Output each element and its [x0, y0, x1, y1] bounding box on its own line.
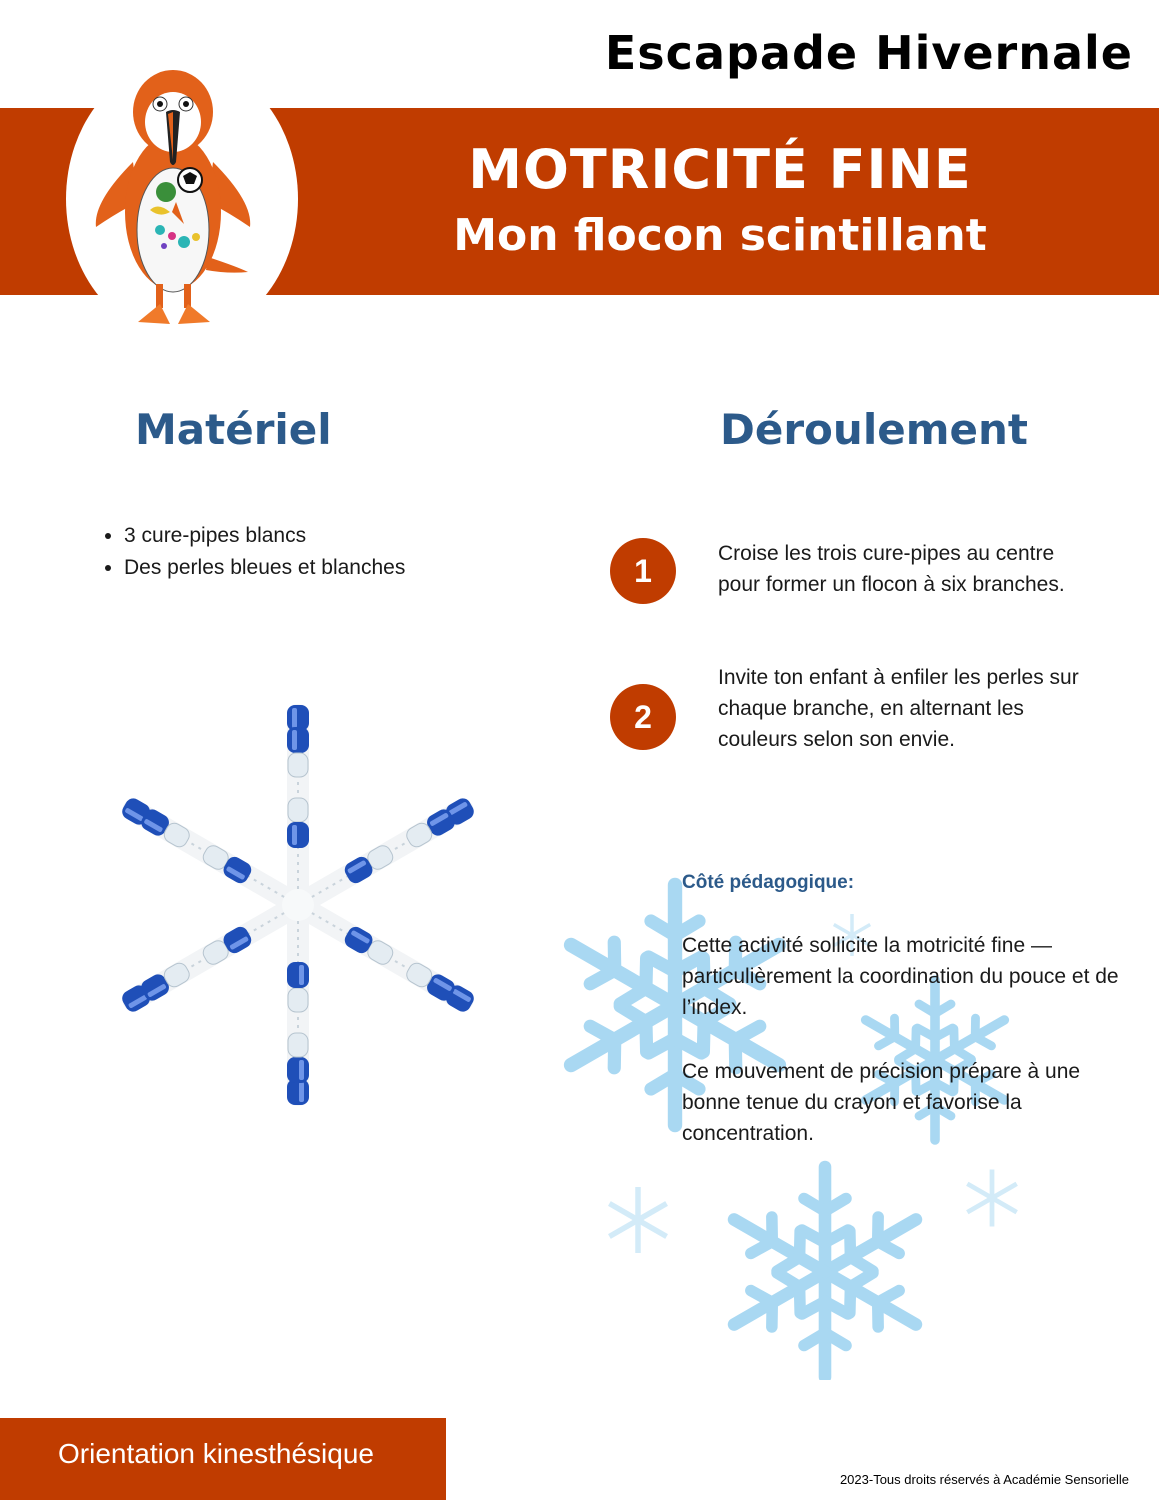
- materials-list: [100, 520, 405, 584]
- pedagogique-paragraph-1: Cette activité sollicite la motricité fine — particulièrement la coordination du pouce et de l’index.: [682, 934, 1119, 1019]
- puffin-mascot-icon: [88, 52, 258, 337]
- snowflake-icon: [723, 1167, 928, 1377]
- deroulement-heading: Déroulement: [720, 405, 1028, 454]
- page-title: MOTRICITÉ FINE: [468, 138, 972, 201]
- page-subtitle: Mon flocon scintillant: [453, 210, 987, 261]
- step-number-1: 1: [610, 538, 676, 604]
- pedagogique-title: Côté pédagogique:: [682, 872, 855, 893]
- pipe-cleaner-snowflake-icon: [110, 700, 480, 1110]
- step-number-2: 2: [610, 684, 676, 750]
- snowflake-icon: [609, 1187, 666, 1253]
- copyright-notice: 2023-Tous droits réservés à Académie Sensorielle: [839, 1472, 1129, 1487]
- step-text-2: Invite ton enfant à enfiler les perles sur chaque branche, en alternant les couleurs selon son envie.: [718, 666, 1079, 751]
- list-item: • Des perles bleues et blanches: [124, 552, 405, 584]
- snowflake-icon: [967, 1170, 1016, 1227]
- list-item: • 3 cure-pipes blancs: [124, 520, 405, 552]
- materiel-heading: Matériel: [135, 405, 332, 454]
- series-title: Escapade Hivernale: [604, 26, 1133, 80]
- footer-label: Orientation kinesthésique: [58, 1438, 374, 1469]
- pedagogique-paragraph-2: Ce mouvement de précision prépare à une bonne tenue du crayon et favorise la concentration.: [682, 1060, 1081, 1145]
- step-text-1: Croise les trois cure-pipes au centre pour former un flocon à six branches.: [718, 542, 1065, 596]
